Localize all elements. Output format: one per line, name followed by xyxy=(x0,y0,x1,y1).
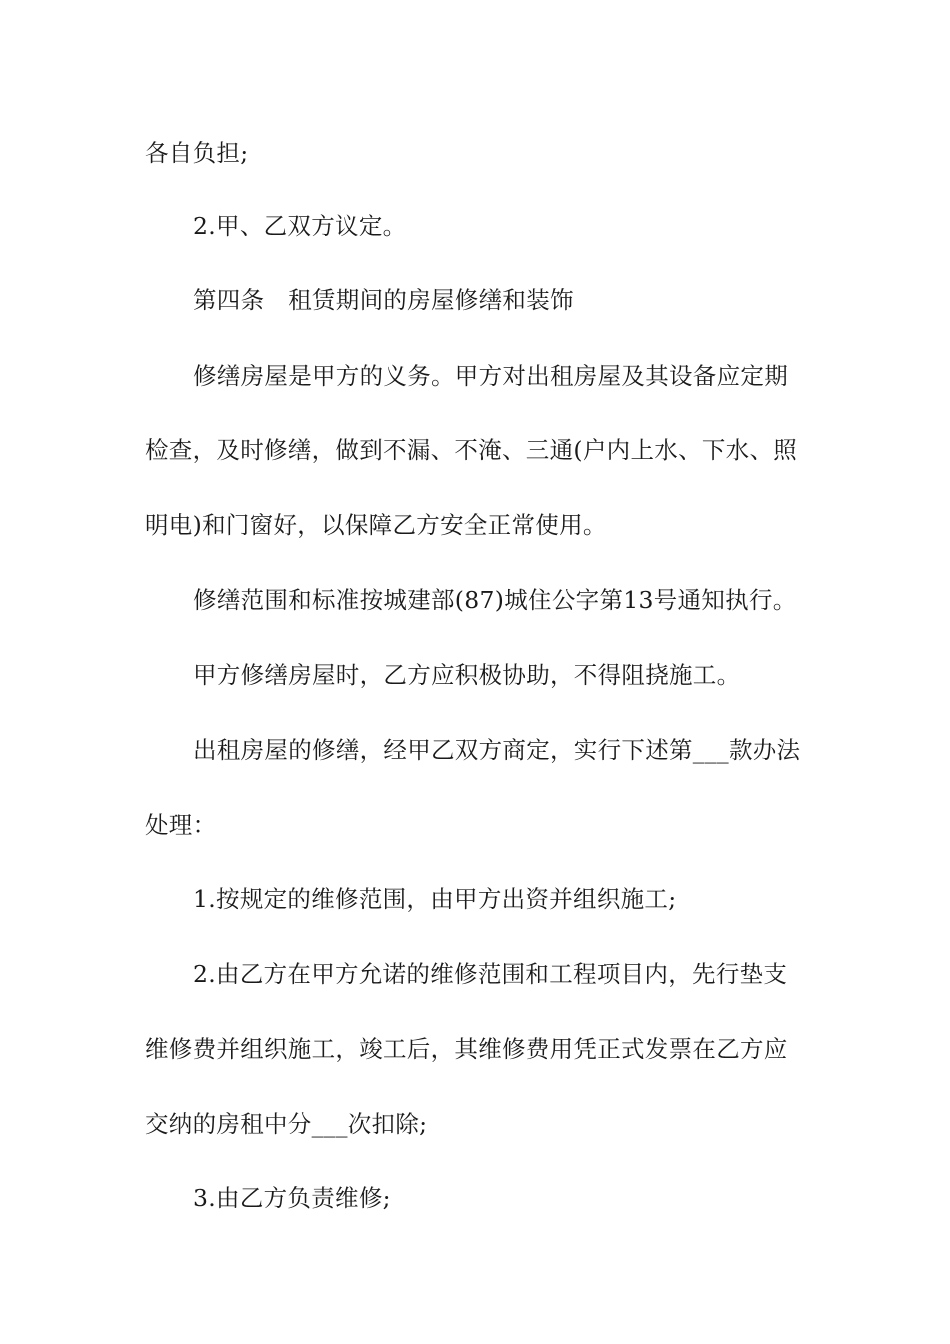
text-line-2: 2.甲、乙双方议定。 xyxy=(193,212,407,240)
text-line-13: 维修费并组织施工，竣工后，其维修费用凭正式发票在乙方应 xyxy=(145,1035,788,1063)
text-line-1: 各自负担; xyxy=(145,139,249,167)
text-line-15: 3.由乙方负责维修; xyxy=(193,1184,391,1212)
text-line-4: 修缮房屋是甲方的义务。甲方对出租房屋及其设备应定期 xyxy=(193,362,788,390)
text-line-6: 明电)和门窗好，以保障乙方安全正常使用。 xyxy=(145,511,607,539)
text-line-7: 修缮范围和标准按城建部(87)城住公字第13号通知执行。 xyxy=(193,586,797,614)
text-line-8: 甲方修缮房屋时，乙方应积极协助，不得阻挠施工。 xyxy=(193,661,741,689)
text-line-9: 出租房屋的修缮，经甲乙双方商定，实行下述第___款办法 xyxy=(193,736,801,764)
article-heading: 第四条 租赁期间的房屋修缮和装饰 xyxy=(193,286,574,314)
text-line-10: 处理： xyxy=(145,811,217,839)
text-line-14: 交纳的房租中分___次扣除; xyxy=(145,1110,428,1138)
text-line-12: 2.由乙方在甲方允诺的维修范围和工程项目内，先行垫支 xyxy=(193,960,788,988)
text-line-11: 1.按规定的维修范围，由甲方出资并组织施工; xyxy=(193,885,677,913)
text-line-5: 检查，及时修缮，做到不漏、不淹、三通(户内上水、下水、照 xyxy=(145,436,798,464)
